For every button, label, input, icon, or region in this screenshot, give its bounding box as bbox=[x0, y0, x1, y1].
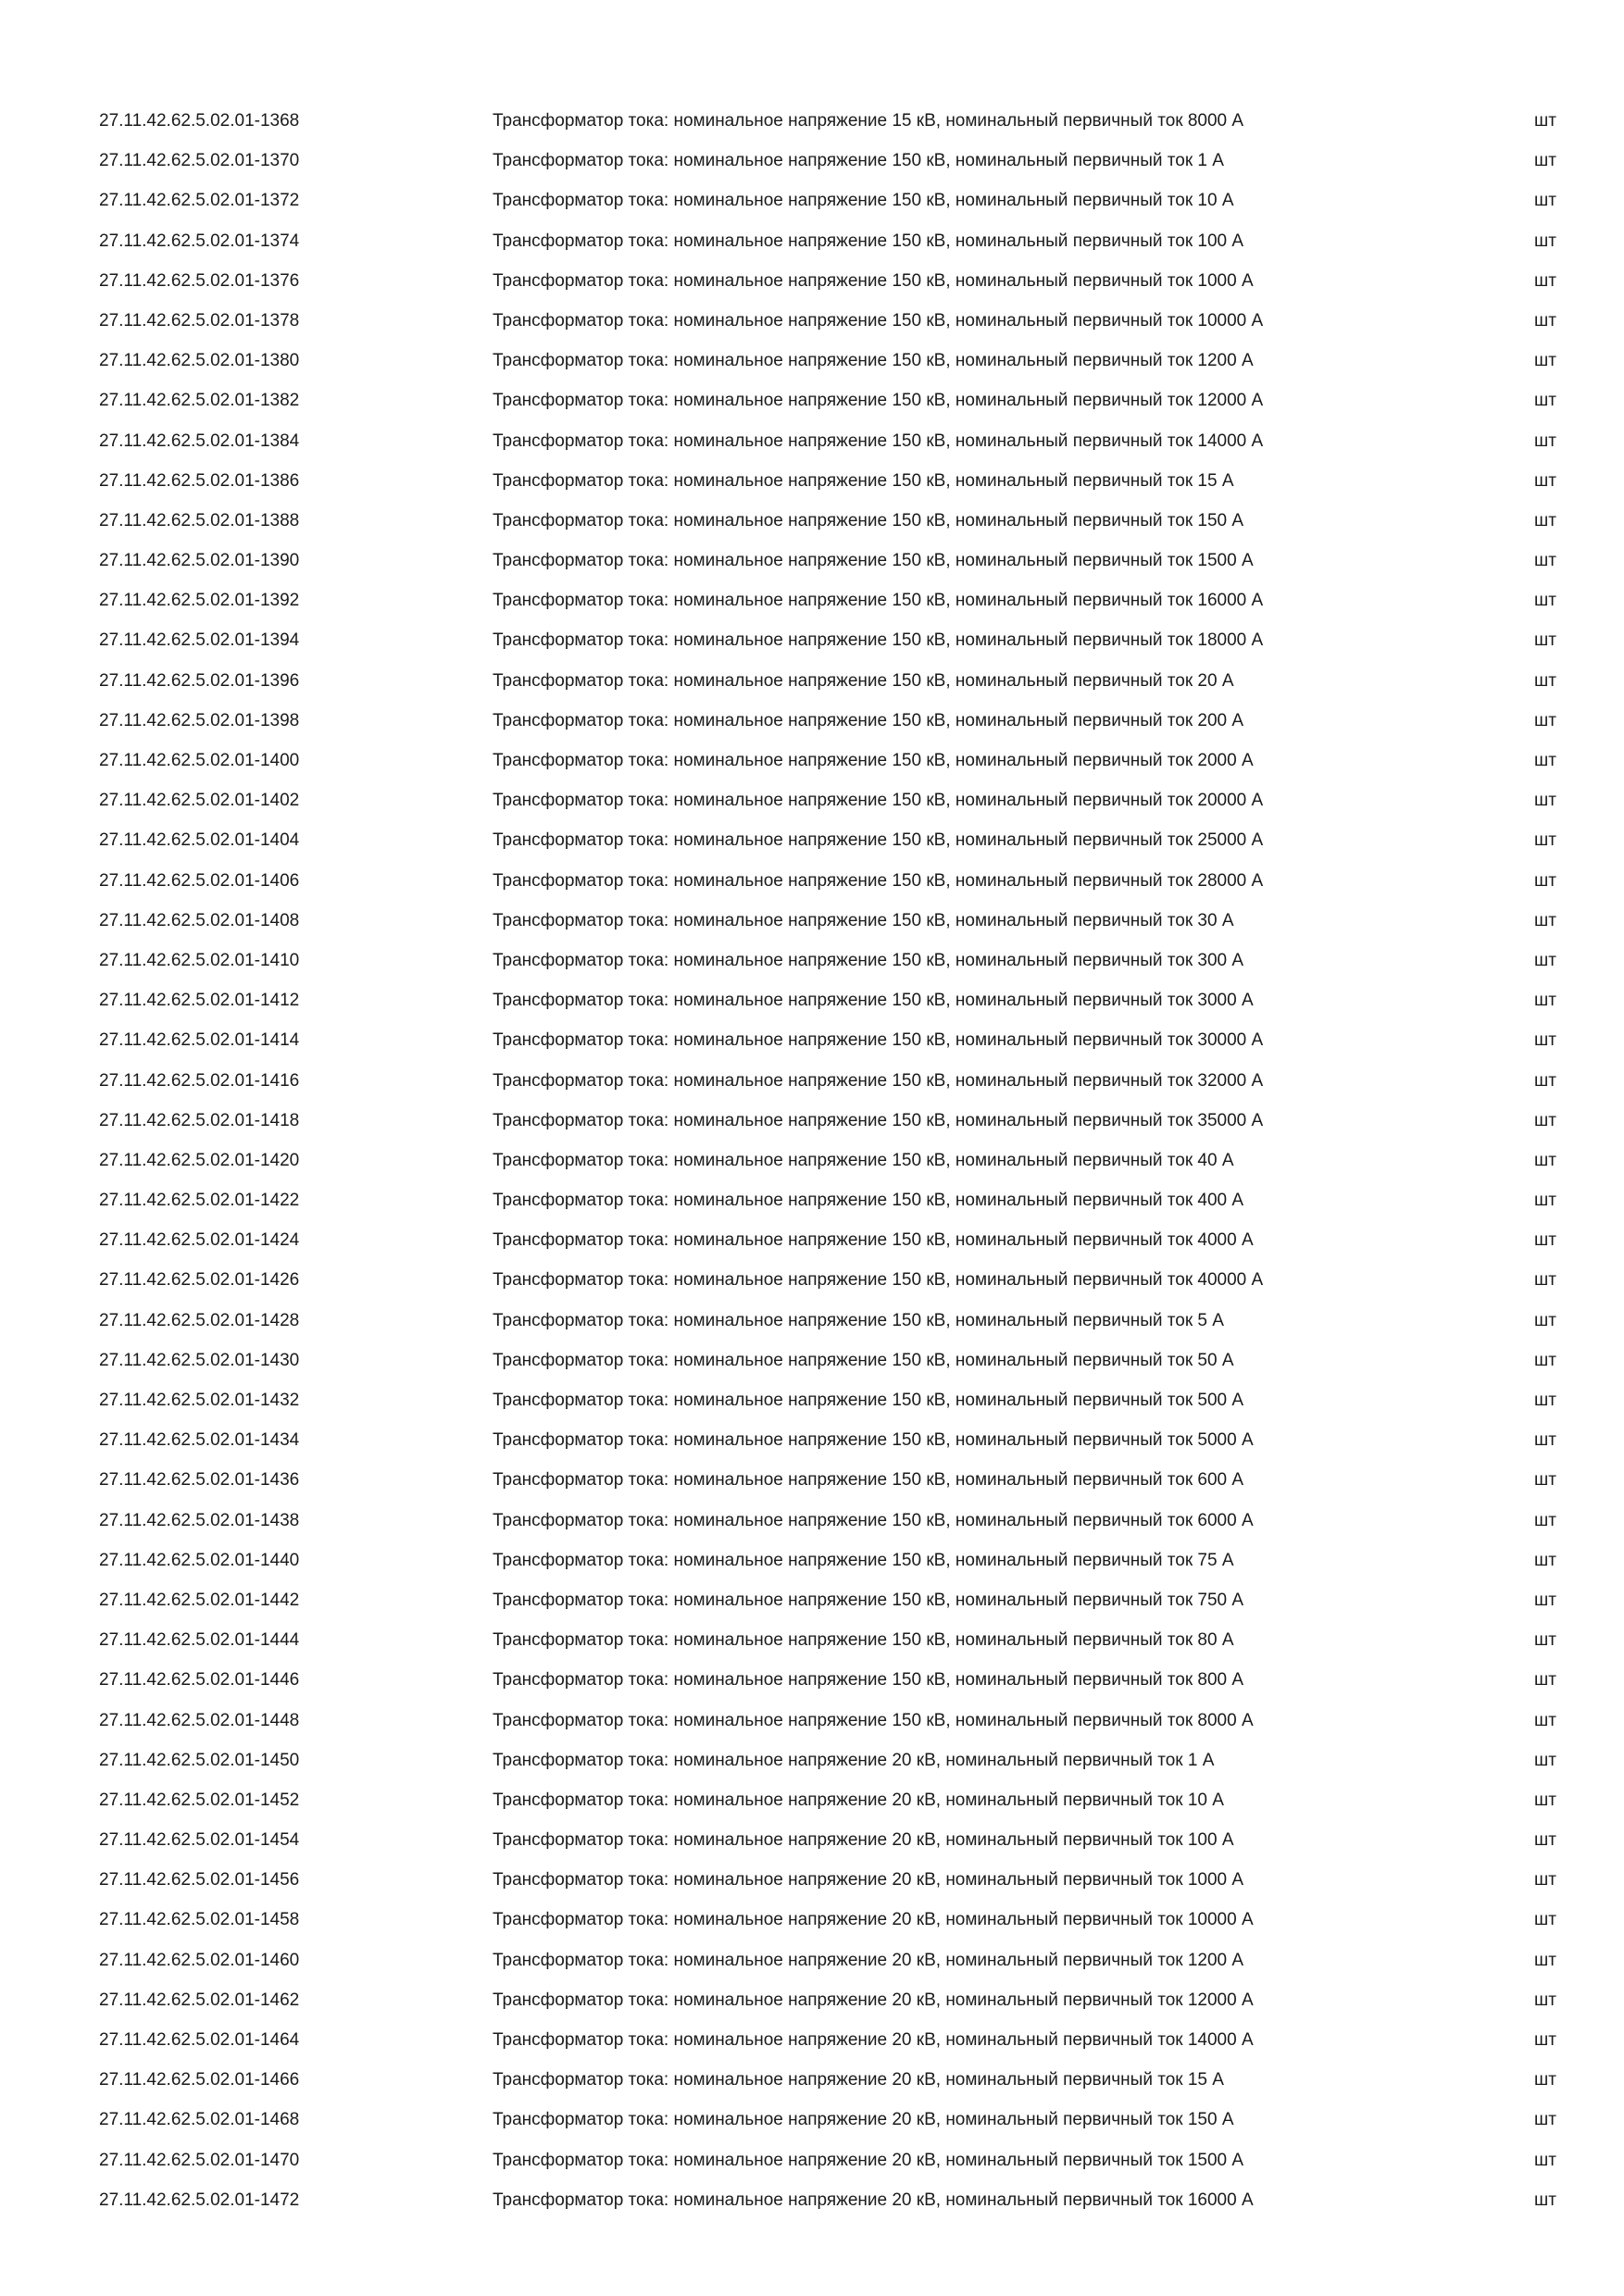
item-description: Трансформатор тока: номинальное напряжение 150 кВ, номинальный первичный ток 30 А bbox=[493, 910, 1234, 930]
table-row bbox=[0, 181, 1624, 220]
item-unit: шт bbox=[1534, 430, 1556, 451]
item-unit: шт bbox=[1534, 231, 1556, 251]
table-row bbox=[0, 421, 1624, 461]
table-row bbox=[0, 901, 1624, 941]
item-unit: шт bbox=[1534, 630, 1556, 651]
item-unit: шт bbox=[1534, 910, 1556, 930]
item-unit: шт bbox=[1534, 1030, 1556, 1051]
item-code: 27.11.42.62.5.02.01-1428 bbox=[99, 1310, 300, 1330]
item-description: Трансформатор тока: номинальное напряжение 150 кВ, номинальный первичный ток 75 А bbox=[493, 1550, 1234, 1570]
item-description: Трансформатор тока: номинальное напряжение 150 кВ, номинальный первичный ток 5 А bbox=[493, 1310, 1224, 1330]
table-row bbox=[0, 1940, 1624, 1980]
table-row bbox=[0, 1020, 1624, 1060]
item-code: 27.11.42.62.5.02.01-1374 bbox=[99, 231, 300, 251]
item-description: Трансформатор тока: номинальное напряжение 150 кВ, номинальный первичный ток 32000 А bbox=[493, 1070, 1264, 1091]
table-row bbox=[0, 141, 1624, 181]
item-code: 27.11.42.62.5.02.01-1388 bbox=[99, 510, 300, 530]
item-code: 27.11.42.62.5.02.01-1434 bbox=[99, 1430, 300, 1451]
item-unit: шт bbox=[1534, 1590, 1556, 1610]
item-description: Трансформатор тока: номинальное напряжение 20 кВ, номинальный первичный ток 1200 А bbox=[493, 1950, 1244, 1970]
item-unit: шт bbox=[1534, 1950, 1556, 1970]
table-row bbox=[0, 541, 1624, 580]
item-description: Трансформатор тока: номинальное напряжение 150 кВ, номинальный первичный ток 14000 А bbox=[493, 430, 1264, 451]
item-unit: шт bbox=[1534, 1191, 1556, 1211]
table-row bbox=[0, 661, 1624, 701]
item-description: Трансформатор тока: номинальное напряжение 150 кВ, номинальный первичный ток 800 А bbox=[493, 1670, 1244, 1691]
table-row bbox=[0, 301, 1624, 341]
table-row bbox=[0, 1260, 1624, 1300]
item-code: 27.11.42.62.5.02.01-1460 bbox=[99, 1950, 300, 1970]
item-code: 27.11.42.62.5.02.01-1368 bbox=[99, 111, 300, 131]
item-description: Трансформатор тока: номинальное напряжение 150 кВ, номинальный первичный ток 40 А bbox=[493, 1150, 1234, 1170]
table-row bbox=[0, 381, 1624, 420]
item-description: Трансформатор тока: номинальное напряжение 150 кВ, номинальный первичный ток 80 А bbox=[493, 1630, 1234, 1651]
item-code: 27.11.42.62.5.02.01-1444 bbox=[99, 1630, 300, 1651]
item-description: Трансформатор тока: номинальное напряжение 150 кВ, номинальный первичный ток 3000 А bbox=[493, 991, 1254, 1011]
table-row bbox=[0, 1380, 1624, 1420]
item-description: Трансформатор тока: номинальное напряжение 150 кВ, номинальный первичный ток 200 А bbox=[493, 710, 1244, 730]
table-row bbox=[0, 861, 1624, 901]
table-row bbox=[0, 1220, 1624, 1260]
table-row bbox=[0, 1460, 1624, 1500]
item-unit: шт bbox=[1534, 391, 1556, 411]
item-description: Трансформатор тока: номинальное напряжение 150 кВ, номинальный первичный ток 100 А bbox=[493, 231, 1244, 251]
item-description: Трансформатор тока: номинальное напряжение 15 кВ, номинальный первичный ток 8000 А bbox=[493, 111, 1244, 131]
item-unit: шт bbox=[1534, 1670, 1556, 1691]
item-description: Трансформатор тока: номинальное напряжение 150 кВ, номинальный первичный ток 300 А bbox=[493, 950, 1244, 970]
item-description: Трансформатор тока: номинальное напряжение 150 кВ, номинальный первичный ток 1 А bbox=[493, 151, 1224, 171]
item-code: 27.11.42.62.5.02.01-1456 bbox=[99, 1870, 300, 1890]
table-row bbox=[0, 261, 1624, 301]
item-code: 27.11.42.62.5.02.01-1468 bbox=[99, 2110, 300, 2130]
table-row bbox=[0, 501, 1624, 541]
item-code: 27.11.42.62.5.02.01-1398 bbox=[99, 710, 300, 730]
item-description: Трансформатор тока: номинальное напряжение 20 кВ, номинальный первичный ток 10000 А bbox=[493, 1910, 1254, 1930]
item-unit: шт bbox=[1534, 1710, 1556, 1730]
item-description: Трансформатор тока: номинальное напряжение 20 кВ, номинальный первичный ток 150 А bbox=[493, 2110, 1234, 2130]
table-row bbox=[0, 1820, 1624, 1860]
item-unit: шт bbox=[1534, 751, 1556, 770]
item-code: 27.11.42.62.5.02.01-1410 bbox=[99, 950, 300, 970]
item-code: 27.11.42.62.5.02.01-1404 bbox=[99, 830, 300, 851]
item-unit: шт bbox=[1534, 591, 1556, 611]
item-code: 27.11.42.62.5.02.01-1384 bbox=[99, 430, 300, 451]
table-row bbox=[0, 1860, 1624, 1900]
item-unit: шт bbox=[1534, 830, 1556, 851]
item-unit: шт bbox=[1534, 351, 1556, 371]
table-row bbox=[0, 941, 1624, 980]
item-description: Трансформатор тока: номинальное напряжение 150 кВ, номинальный первичный ток 15 А bbox=[493, 470, 1234, 491]
item-code: 27.11.42.62.5.02.01-1402 bbox=[99, 791, 300, 811]
table-row bbox=[0, 580, 1624, 620]
item-unit: шт bbox=[1534, 670, 1556, 691]
item-description: Трансформатор тока: номинальное напряжение 150 кВ, номинальный первичный ток 5000 А bbox=[493, 1430, 1254, 1451]
item-description: Трансформатор тока: номинальное напряжение 20 кВ, номинальный первичный ток 100 А bbox=[493, 1830, 1234, 1851]
item-unit: шт bbox=[1534, 1110, 1556, 1130]
item-description: Трансформатор тока: номинальное напряжение 150 кВ, номинальный первичный ток 35000 А bbox=[493, 1110, 1264, 1130]
table-row bbox=[0, 820, 1624, 860]
table-row bbox=[0, 2100, 1624, 2140]
item-description: Трансформатор тока: номинальное напряжение 150 кВ, номинальный первичный ток 20 А bbox=[493, 670, 1234, 691]
table-row bbox=[0, 701, 1624, 741]
item-description: Трансформатор тока: номинальное напряжение 150 кВ, номинальный первичный ток 10 А bbox=[493, 191, 1234, 211]
item-unit: шт bbox=[1534, 1990, 1556, 2010]
table-row bbox=[0, 741, 1624, 780]
item-unit: шт bbox=[1534, 1750, 1556, 1770]
item-code: 27.11.42.62.5.02.01-1414 bbox=[99, 1030, 300, 1051]
item-description: Трансформатор тока: номинальное напряжение 150 кВ, номинальный первичный ток 150 А bbox=[493, 510, 1244, 530]
table-row bbox=[0, 461, 1624, 501]
item-unit: шт bbox=[1534, 1470, 1556, 1491]
item-code: 27.11.42.62.5.02.01-1472 bbox=[99, 2190, 300, 2210]
item-description: Трансформатор тока: номинальное напряжение 150 кВ, номинальный первичный ток 1200 А bbox=[493, 351, 1254, 371]
item-code: 27.11.42.62.5.02.01-1442 bbox=[99, 1590, 300, 1610]
item-description: Трансформатор тока: номинальное напряжение 150 кВ, номинальный первичный ток 600 А bbox=[493, 1470, 1244, 1491]
item-description: Трансформатор тока: номинальное напряжение 20 кВ, номинальный первичный ток 1000 А bbox=[493, 1870, 1244, 1890]
item-code: 27.11.42.62.5.02.01-1426 bbox=[99, 1270, 300, 1291]
item-unit: шт bbox=[1534, 791, 1556, 811]
table-row bbox=[0, 1980, 1624, 2020]
item-unit: шт bbox=[1534, 991, 1556, 1011]
table-row bbox=[0, 780, 1624, 820]
item-code: 27.11.42.62.5.02.01-1416 bbox=[99, 1070, 300, 1091]
item-code: 27.11.42.62.5.02.01-1406 bbox=[99, 870, 300, 891]
table-row bbox=[0, 341, 1624, 381]
table-row bbox=[0, 1420, 1624, 1460]
item-unit: шт bbox=[1534, 151, 1556, 171]
item-description: Трансформатор тока: номинальное напряжение 150 кВ, номинальный первичный ток 2000 А bbox=[493, 751, 1254, 770]
item-description: Трансформатор тока: номинальное напряжение 150 кВ, номинальный первичный ток 18000 А bbox=[493, 630, 1264, 651]
item-unit: шт bbox=[1534, 950, 1556, 970]
item-code: 27.11.42.62.5.02.01-1392 bbox=[99, 591, 300, 611]
table-row bbox=[0, 101, 1624, 141]
item-code: 27.11.42.62.5.02.01-1400 bbox=[99, 751, 300, 770]
item-unit: шт bbox=[1534, 870, 1556, 891]
item-description: Трансформатор тока: номинальное напряжение 150 кВ, номинальный первичный ток 20000 А bbox=[493, 791, 1264, 811]
item-unit: шт bbox=[1534, 1630, 1556, 1651]
item-code: 27.11.42.62.5.02.01-1466 bbox=[99, 2070, 300, 2090]
item-code: 27.11.42.62.5.02.01-1378 bbox=[99, 310, 300, 331]
item-description: Трансформатор тока: номинальное напряжение 150 кВ, номинальный первичный ток 4000 А bbox=[493, 1230, 1254, 1251]
item-unit: шт bbox=[1534, 1790, 1556, 1810]
item-description: Трансформатор тока: номинальное напряжение 20 кВ, номинальный первичный ток 16000 А bbox=[493, 2190, 1254, 2210]
table-row bbox=[0, 1301, 1624, 1341]
table-row bbox=[0, 1341, 1624, 1380]
item-code: 27.11.42.62.5.02.01-1458 bbox=[99, 1910, 300, 1930]
table-row bbox=[0, 1900, 1624, 1940]
item-description: Трансформатор тока: номинальное напряжение 150 кВ, номинальный первичный ток 6000 А bbox=[493, 1510, 1254, 1530]
table-row bbox=[0, 980, 1624, 1020]
item-code: 27.11.42.62.5.02.01-1436 bbox=[99, 1470, 300, 1491]
item-description: Трансформатор тока: номинальное напряжение 150 кВ, номинальный первичный ток 30000 А bbox=[493, 1030, 1264, 1051]
table-row bbox=[0, 1580, 1624, 1620]
item-unit: шт bbox=[1534, 2190, 1556, 2210]
item-code: 27.11.42.62.5.02.01-1420 bbox=[99, 1150, 300, 1170]
item-unit: шт bbox=[1534, 2070, 1556, 2090]
item-description: Трансформатор тока: номинальное напряжение 150 кВ, номинальный первичный ток 50 А bbox=[493, 1350, 1234, 1370]
item-unit: шт bbox=[1534, 1310, 1556, 1330]
item-code: 27.11.42.62.5.02.01-1454 bbox=[99, 1830, 300, 1851]
price-list-table bbox=[0, 101, 1624, 2220]
item-code: 27.11.42.62.5.02.01-1446 bbox=[99, 1670, 300, 1691]
item-code: 27.11.42.62.5.02.01-1450 bbox=[99, 1750, 300, 1770]
table-row bbox=[0, 2060, 1624, 2100]
item-unit: шт bbox=[1534, 470, 1556, 491]
item-unit: шт bbox=[1534, 1350, 1556, 1370]
item-description: Трансформатор тока: номинальное напряжение 150 кВ, номинальный первичный ток 16000 А bbox=[493, 591, 1264, 611]
item-unit: шт bbox=[1534, 1150, 1556, 1170]
table-row bbox=[0, 1180, 1624, 1220]
item-unit: шт bbox=[1534, 1230, 1556, 1251]
item-code: 27.11.42.62.5.02.01-1376 bbox=[99, 270, 300, 291]
table-row bbox=[0, 221, 1624, 261]
item-description: Трансформатор тока: номинальное напряжение 20 кВ, номинальный первичный ток 1 А bbox=[493, 1750, 1215, 1770]
item-code: 27.11.42.62.5.02.01-1396 bbox=[99, 670, 300, 691]
table-row bbox=[0, 2020, 1624, 2060]
item-code: 27.11.42.62.5.02.01-1386 bbox=[99, 470, 300, 491]
item-code: 27.11.42.62.5.02.01-1408 bbox=[99, 910, 300, 930]
item-code: 27.11.42.62.5.02.01-1430 bbox=[99, 1350, 300, 1370]
item-unit: шт bbox=[1534, 111, 1556, 131]
item-unit: шт bbox=[1534, 1870, 1556, 1890]
table-row bbox=[0, 1660, 1624, 1700]
table-row bbox=[0, 1620, 1624, 1660]
table-row bbox=[0, 1741, 1624, 1780]
item-code: 27.11.42.62.5.02.01-1370 bbox=[99, 151, 300, 171]
item-code: 27.11.42.62.5.02.01-1462 bbox=[99, 1990, 300, 2010]
item-code: 27.11.42.62.5.02.01-1470 bbox=[99, 2150, 300, 2170]
table-row bbox=[0, 1061, 1624, 1101]
item-description: Трансформатор тока: номинальное напряжение 20 кВ, номинальный первичный ток 1500 А bbox=[493, 2150, 1244, 2170]
item-unit: шт bbox=[1534, 710, 1556, 730]
item-code: 27.11.42.62.5.02.01-1440 bbox=[99, 1550, 300, 1570]
item-unit: шт bbox=[1534, 1910, 1556, 1930]
item-description: Трансформатор тока: номинальное напряжение 150 кВ, номинальный первичный ток 25000 А bbox=[493, 830, 1264, 851]
item-description: Трансформатор тока: номинальное напряжение 150 кВ, номинальный первичный ток 750 А bbox=[493, 1590, 1244, 1610]
item-description: Трансформатор тока: номинальное напряжение 150 кВ, номинальный первичный ток 500 А bbox=[493, 1391, 1244, 1410]
item-code: 27.11.42.62.5.02.01-1418 bbox=[99, 1110, 300, 1130]
item-unit: шт bbox=[1534, 1430, 1556, 1451]
item-description: Трансформатор тока: номинальное напряжение 20 кВ, номинальный первичный ток 12000 А bbox=[493, 1990, 1254, 2010]
item-unit: шт bbox=[1534, 191, 1556, 211]
table-row bbox=[0, 2180, 1624, 2220]
item-unit: шт bbox=[1534, 310, 1556, 331]
item-description: Трансформатор тока: номинальное напряжение 150 кВ, номинальный первичный ток 10000 А bbox=[493, 310, 1264, 331]
table-row bbox=[0, 1541, 1624, 1580]
table-row bbox=[0, 2140, 1624, 2180]
item-description: Трансформатор тока: номинальное напряжение 150 кВ, номинальный первичный ток 12000 А bbox=[493, 391, 1264, 411]
item-unit: шт bbox=[1534, 2030, 1556, 2050]
item-code: 27.11.42.62.5.02.01-1382 bbox=[99, 391, 300, 411]
item-description: Трансформатор тока: номинальное напряжение 150 кВ, номинальный первичный ток 1000 А bbox=[493, 270, 1254, 291]
item-code: 27.11.42.62.5.02.01-1464 bbox=[99, 2030, 300, 2050]
table-row bbox=[0, 1101, 1624, 1141]
item-code: 27.11.42.62.5.02.01-1380 bbox=[99, 351, 300, 371]
item-unit: шт bbox=[1534, 1510, 1556, 1530]
item-unit: шт bbox=[1534, 1550, 1556, 1570]
item-unit: шт bbox=[1534, 1070, 1556, 1091]
item-code: 27.11.42.62.5.02.01-1452 bbox=[99, 1790, 300, 1810]
item-unit: шт bbox=[1534, 270, 1556, 291]
item-description: Трансформатор тока: номинальное напряжение 20 кВ, номинальный первичный ток 10 А bbox=[493, 1790, 1224, 1810]
item-description: Трансформатор тока: номинальное напряжение 20 кВ, номинальный первичный ток 15 А bbox=[493, 2070, 1224, 2090]
item-description: Трансформатор тока: номинальное напряжение 20 кВ, номинальный первичный ток 14000 А bbox=[493, 2030, 1254, 2050]
item-description: Трансформатор тока: номинальное напряжение 150 кВ, номинальный первичный ток 40000 А bbox=[493, 1270, 1264, 1291]
item-unit: шт bbox=[1534, 2150, 1556, 2170]
item-code: 27.11.42.62.5.02.01-1394 bbox=[99, 630, 300, 651]
item-code: 27.11.42.62.5.02.01-1448 bbox=[99, 1710, 300, 1730]
item-code: 27.11.42.62.5.02.01-1438 bbox=[99, 1510, 300, 1530]
table-row bbox=[0, 1701, 1624, 1741]
table-row bbox=[0, 620, 1624, 660]
item-unit: шт bbox=[1534, 1391, 1556, 1410]
item-unit: шт bbox=[1534, 551, 1556, 571]
table-row bbox=[0, 1780, 1624, 1820]
item-unit: шт bbox=[1534, 510, 1556, 530]
item-description: Трансформатор тока: номинальное напряжение 150 кВ, номинальный первичный ток 28000 А bbox=[493, 870, 1264, 891]
item-unit: шт bbox=[1534, 2110, 1556, 2130]
item-description: Трансформатор тока: номинальное напряжение 150 кВ, номинальный первичный ток 8000 А bbox=[493, 1710, 1254, 1730]
item-code: 27.11.42.62.5.02.01-1424 bbox=[99, 1230, 300, 1251]
item-code: 27.11.42.62.5.02.01-1432 bbox=[99, 1391, 300, 1410]
table-row bbox=[0, 1141, 1624, 1180]
item-code: 27.11.42.62.5.02.01-1372 bbox=[99, 191, 300, 211]
item-code: 27.11.42.62.5.02.01-1390 bbox=[99, 551, 300, 571]
item-code: 27.11.42.62.5.02.01-1412 bbox=[99, 991, 300, 1011]
item-unit: шт bbox=[1534, 1270, 1556, 1291]
table-row bbox=[0, 1501, 1624, 1541]
item-unit: шт bbox=[1534, 1830, 1556, 1851]
item-description: Трансформатор тока: номинальное напряжение 150 кВ, номинальный первичный ток 1500 А bbox=[493, 551, 1254, 571]
item-code: 27.11.42.62.5.02.01-1422 bbox=[99, 1191, 300, 1211]
item-description: Трансформатор тока: номинальное напряжение 150 кВ, номинальный первичный ток 400 А bbox=[493, 1191, 1244, 1211]
